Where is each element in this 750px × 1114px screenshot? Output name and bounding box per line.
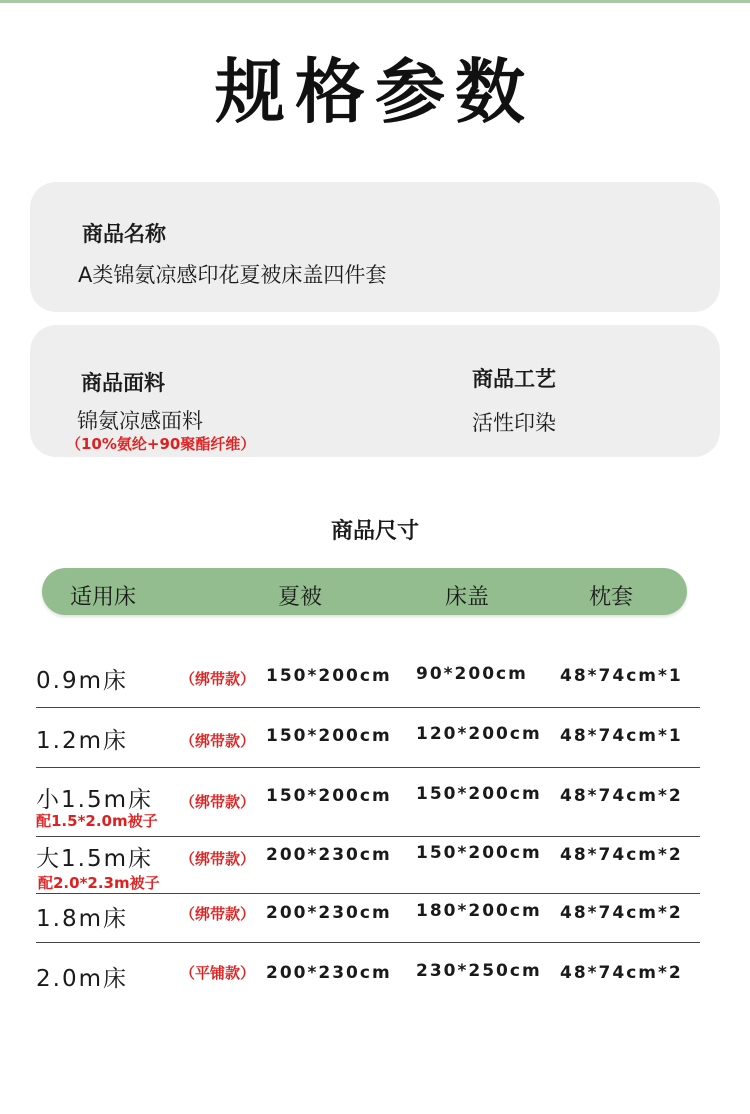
pillow-size: 48*74cm*1 [560,666,683,686]
row-divider [36,942,700,943]
row-divider [36,893,700,894]
cover-size: 230*250cm [416,961,542,981]
size-table-header [42,568,687,615]
row-divider [36,836,700,837]
style-note: （绑带款） [180,793,256,811]
fabric-value: 锦氨凉感面料 [77,409,203,433]
quilt-size: 200*230cm [266,903,392,923]
cover-size: 90*200cm [416,664,528,684]
bed-size: 2.0m床 [36,966,128,992]
cover-size: 120*200cm [416,724,542,744]
bed-size: 1.2m床 [36,728,128,754]
bed-size: 0.9m床 [36,668,128,694]
fabric-craft-card [30,325,720,457]
bed-size: 大1.5m床 [36,846,153,872]
quilt-size: 150*200cm [266,666,392,686]
cover-size: 180*200cm [416,901,542,921]
style-note: （绑带款） [180,670,256,688]
bed-size: 小1.5m床 [36,787,153,813]
row-divider [36,767,700,768]
quilt-size: 150*200cm [266,786,392,806]
style-note: （绑带款） [180,732,256,750]
row-divider [36,707,700,708]
header-pillow: 枕套 [589,585,634,610]
craft-label: 商品工艺 [472,367,556,391]
header-bed: 适用床 [70,585,137,610]
cover-size: 150*200cm [416,843,542,863]
quilt-size: 150*200cm [266,726,392,746]
pillow-size: 48*74cm*2 [560,786,683,806]
pillow-size: 48*74cm*2 [560,845,683,865]
pillow-size: 48*74cm*2 [560,903,683,923]
style-note: （绑带款） [180,850,256,868]
size-section-title: 商品尺寸 [330,519,419,544]
style-note: （平铺款） [180,964,256,982]
fabric-label: 商品面料 [81,371,165,395]
craft-value: 活性印染 [472,411,556,435]
quilt-match-note: 配1.5*2.0m被子 [36,812,158,830]
product-name-value: A类锦氨凉感印花夏被床盖四件套 [78,263,387,287]
style-note: （绑带款） [180,905,256,923]
fabric-composition-note: （10%氨纶+90聚酯纤维） [66,435,256,453]
quilt-match-note: 配2.0*2.3m被子 [38,874,160,892]
cover-size: 150*200cm [416,784,542,804]
bed-size: 1.8m床 [36,906,128,932]
header-cover: 床盖 [445,585,490,610]
quilt-size: 200*230cm [266,963,392,983]
pillow-size: 48*74cm*1 [560,726,683,746]
product-name-label: 商品名称 [82,222,166,246]
quilt-size: 200*230cm [266,845,392,865]
pillow-size: 48*74cm*2 [560,963,683,983]
product-name-card [30,182,720,312]
top-accent-line [0,0,750,3]
page-title: 规格参数 [215,51,535,133]
header-quilt: 夏被 [278,585,323,610]
